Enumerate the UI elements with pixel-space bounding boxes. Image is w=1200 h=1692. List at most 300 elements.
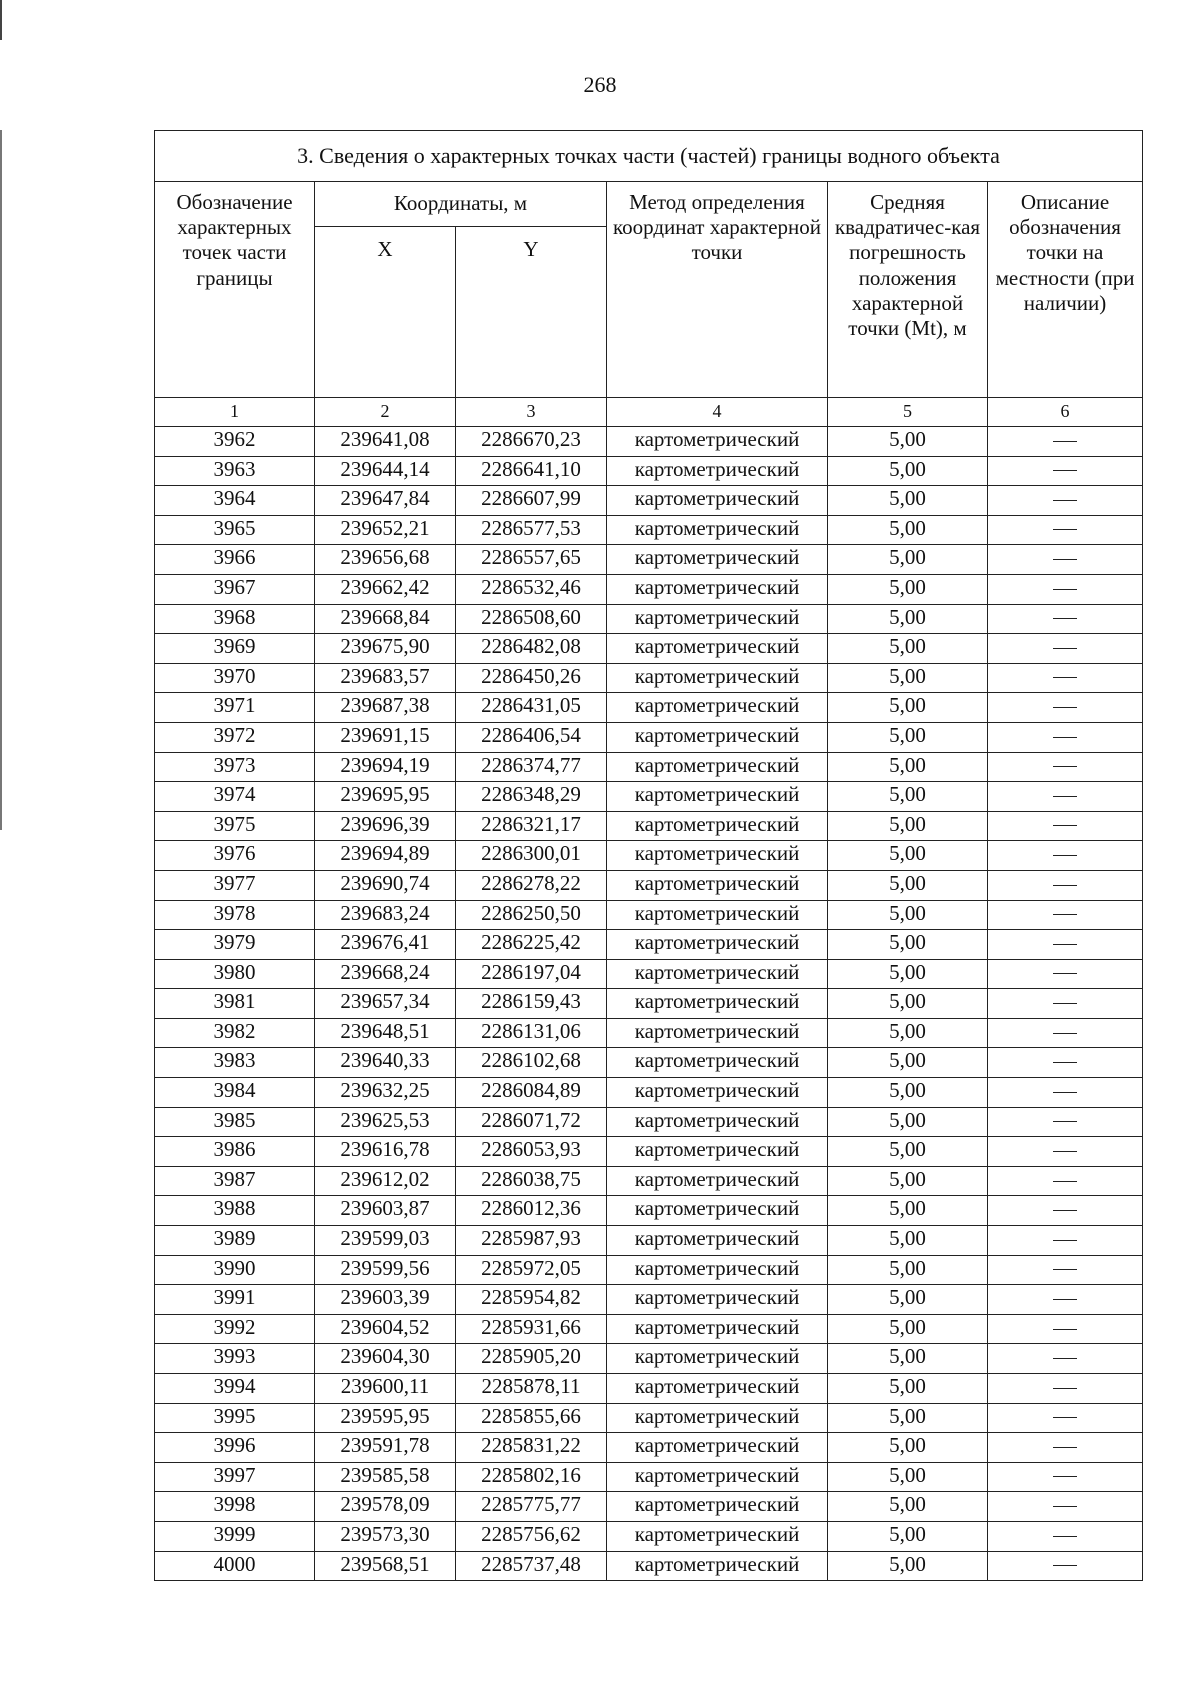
description-cell [988,604,1143,634]
table-row [155,1196,1143,1226]
method-cell: картометрический [607,900,828,930]
table-row [155,1403,1143,1433]
header-y: Y [456,227,607,398]
table-row [155,722,1143,752]
x-coordinate-cell: 239683,57 [315,663,456,693]
x-coordinate-cell: 239648,51 [315,1018,456,1048]
mt-error-cell: 5,00 [828,1166,988,1196]
description-cell [988,663,1143,693]
description-cell [988,1226,1143,1256]
method-cell: картометрический [607,1048,828,1078]
dash-mark [1053,737,1077,738]
y-coordinate-cell: 2286577,53 [456,515,607,545]
mt-error-cell: 5,00 [828,1196,988,1226]
dash-mark [1053,1536,1077,1537]
point-designation-cell: 3995 [155,1403,315,1433]
method-cell: картометрический [607,1492,828,1522]
description-cell [988,870,1143,900]
y-coordinate-cell: 2285855,66 [456,1403,607,1433]
x-coordinate-cell: 239683,24 [315,900,456,930]
x-coordinate-cell: 239632,25 [315,1078,456,1108]
point-designation-cell: 3966 [155,545,315,575]
dash-mark [1053,766,1077,767]
dash-mark [1053,1447,1077,1448]
method-cell: картометрический [607,1166,828,1196]
x-coordinate-cell: 239662,42 [315,574,456,604]
table-row [155,515,1143,545]
x-coordinate-cell: 239603,39 [315,1285,456,1315]
table-row [155,1107,1143,1137]
y-coordinate-cell: 2286053,93 [456,1137,607,1167]
mt-error-cell: 5,00 [828,1285,988,1315]
table-row [155,1492,1143,1522]
mt-error-cell: 5,00 [828,1403,988,1433]
mt-error-cell: 5,00 [828,693,988,723]
dash-mark [1053,1181,1077,1182]
table-row [155,545,1143,575]
method-cell: картометрический [607,782,828,812]
mt-error-cell: 5,00 [828,870,988,900]
mt-error-cell: 5,00 [828,1344,988,1374]
mt-error-cell: 5,00 [828,1551,988,1581]
x-coordinate-cell: 239647,84 [315,486,456,516]
method-cell: картометрический [607,722,828,752]
method-cell: картометрический [607,752,828,782]
table-row [155,1344,1143,1374]
dash-mark [1053,1062,1077,1063]
point-designation-cell: 3974 [155,782,315,812]
method-cell: картометрический [607,1433,828,1463]
dash-mark [1053,1240,1077,1241]
y-coordinate-cell: 2286482,08 [456,634,607,664]
method-cell: картометрический [607,1314,828,1344]
method-cell: картометрический [607,1137,828,1167]
mt-error-cell: 5,00 [828,1374,988,1404]
y-coordinate-cell: 2285756,62 [456,1521,607,1551]
x-coordinate-cell: 239585,58 [315,1462,456,1492]
dash-mark [1053,1476,1077,1477]
column-number: 3 [456,398,607,427]
mt-error-cell: 5,00 [828,1078,988,1108]
x-coordinate-cell: 239612,02 [315,1166,456,1196]
page-number: 268 [583,72,617,97]
method-cell: картометрический [607,1521,828,1551]
dash-mark [1053,677,1077,678]
method-cell: картометрический [607,545,828,575]
point-designation-cell: 3996 [155,1433,315,1463]
mt-error-cell: 5,00 [828,1018,988,1048]
method-cell: картометрический [607,663,828,693]
y-coordinate-cell: 2286250,50 [456,900,607,930]
table-row [155,634,1143,664]
mt-error-cell: 5,00 [828,604,988,634]
description-cell [988,427,1143,457]
description-cell [988,811,1143,841]
point-designation-cell: 3994 [155,1374,315,1404]
dash-mark [1053,559,1077,560]
table-row [155,1226,1143,1256]
method-cell: картометрический [607,1078,828,1108]
point-designation-cell: 3983 [155,1048,315,1078]
table-row [155,663,1143,693]
mt-error-cell: 5,00 [828,456,988,486]
dash-mark [1053,1003,1077,1004]
x-coordinate-cell: 239668,84 [315,604,456,634]
dash-mark [1053,825,1077,826]
y-coordinate-cell: 2285954,82 [456,1285,607,1315]
point-designation-cell: 3967 [155,574,315,604]
x-coordinate-cell: 239694,89 [315,841,456,871]
description-cell [988,693,1143,723]
column-number: 4 [607,398,828,427]
point-designation-cell: 3962 [155,427,315,457]
x-coordinate-cell: 239599,03 [315,1226,456,1256]
mt-error-cell: 5,00 [828,841,988,871]
y-coordinate-cell: 2285931,66 [456,1314,607,1344]
method-cell: картометрический [607,574,828,604]
header-description: Описание обозначения точки на местности (при наличии) [988,182,1143,398]
x-coordinate-cell: 239690,74 [315,870,456,900]
point-designation-cell: 3984 [155,1078,315,1108]
dash-mark [1053,1092,1077,1093]
header-point-designation: Обозначение характерных точек части границы [155,182,315,398]
table-row [155,1255,1143,1285]
point-designation-cell: 3964 [155,486,315,516]
table-row [155,1521,1143,1551]
method-cell: картометрический [607,870,828,900]
x-coordinate-cell: 239568,51 [315,1551,456,1581]
description-cell [988,1492,1143,1522]
method-cell: картометрический [607,959,828,989]
point-designation-cell: 3968 [155,604,315,634]
method-cell: картометрический [607,1226,828,1256]
dash-mark [1053,1358,1077,1359]
x-coordinate-cell: 239578,09 [315,1492,456,1522]
y-coordinate-cell: 2286278,22 [456,870,607,900]
dash-mark [1053,1121,1077,1122]
description-cell [988,545,1143,575]
point-designation-cell: 3969 [155,634,315,664]
description-cell [988,1433,1143,1463]
scan-edge-mark [0,130,2,830]
method-cell: картометрический [607,1018,828,1048]
dash-mark [1053,1417,1077,1418]
dash-mark [1053,1388,1077,1389]
x-coordinate-cell: 239687,38 [315,693,456,723]
y-coordinate-cell: 2286431,05 [456,693,607,723]
dash-mark [1053,618,1077,619]
column-number: 6 [988,398,1143,427]
y-coordinate-cell: 2285878,11 [456,1374,607,1404]
mt-error-cell: 5,00 [828,427,988,457]
dash-mark [1053,914,1077,915]
description-cell [988,930,1143,960]
mt-error-cell: 5,00 [828,1226,988,1256]
x-coordinate-cell: 239694,19 [315,752,456,782]
y-coordinate-cell: 2286102,68 [456,1048,607,1078]
mt-error-cell: 5,00 [828,722,988,752]
description-cell [988,1137,1143,1167]
y-coordinate-cell: 2286159,43 [456,989,607,1019]
table-row [155,1433,1143,1463]
x-coordinate-cell: 239625,53 [315,1107,456,1137]
dash-mark [1053,529,1077,530]
x-coordinate-cell: 239604,52 [315,1314,456,1344]
table-row [155,693,1143,723]
header-x: X [315,227,456,398]
method-cell: картометрический [607,456,828,486]
x-coordinate-cell: 239656,68 [315,545,456,575]
mt-error-cell: 5,00 [828,782,988,812]
dash-mark [1053,885,1077,886]
y-coordinate-cell: 2286670,23 [456,427,607,457]
point-designation-cell: 3963 [155,456,315,486]
mt-error-cell: 5,00 [828,1255,988,1285]
point-designation-cell: 3975 [155,811,315,841]
point-designation-cell: 3992 [155,1314,315,1344]
header-method: Метод определения координат характерной точки [607,182,828,398]
description-cell [988,634,1143,664]
table-row [155,427,1143,457]
x-coordinate-cell: 239652,21 [315,515,456,545]
table-row [155,900,1143,930]
mt-error-cell: 5,00 [828,989,988,1019]
point-designation-cell: 3970 [155,663,315,693]
table-row [155,486,1143,516]
point-designation-cell: 3976 [155,841,315,871]
description-cell [988,1255,1143,1285]
mt-error-cell: 5,00 [828,930,988,960]
y-coordinate-cell: 2286532,46 [456,574,607,604]
method-cell: картометрический [607,427,828,457]
dash-mark [1053,1565,1077,1566]
column-number: 1 [155,398,315,427]
method-cell: картометрический [607,1462,828,1492]
x-coordinate-cell: 239600,11 [315,1374,456,1404]
y-coordinate-cell: 2286374,77 [456,752,607,782]
description-cell [988,1107,1143,1137]
description-cell [988,1551,1143,1581]
description-cell [988,1344,1143,1374]
point-designation-cell: 3965 [155,515,315,545]
dash-mark [1053,855,1077,856]
table-row [155,1462,1143,1492]
table-row [155,1018,1143,1048]
point-designation-cell: 3997 [155,1462,315,1492]
mt-error-cell: 5,00 [828,515,988,545]
description-cell [988,1285,1143,1315]
point-designation-cell: 3978 [155,900,315,930]
y-coordinate-cell: 2286197,04 [456,959,607,989]
mt-error-cell: 5,00 [828,486,988,516]
dash-mark [1053,441,1077,442]
dash-mark [1053,648,1077,649]
mt-error-cell: 5,00 [828,574,988,604]
x-coordinate-cell: 239591,78 [315,1433,456,1463]
method-cell: картометрический [607,693,828,723]
table-row [155,870,1143,900]
scan-edge-mark [0,0,2,40]
table-row [155,1078,1143,1108]
table-row [155,752,1143,782]
x-coordinate-cell: 239644,14 [315,456,456,486]
y-coordinate-cell: 2286348,29 [456,782,607,812]
description-cell [988,989,1143,1019]
y-coordinate-cell: 2286557,65 [456,545,607,575]
method-cell: картометрический [607,1551,828,1581]
method-cell: картометрический [607,1107,828,1137]
point-designation-cell: 3988 [155,1196,315,1226]
column-number-row [155,398,1143,427]
description-cell [988,1166,1143,1196]
point-designation-cell: 3982 [155,1018,315,1048]
y-coordinate-cell: 2286038,75 [456,1166,607,1196]
method-cell: картометрический [607,930,828,960]
column-number: 2 [315,398,456,427]
y-coordinate-cell: 2285987,93 [456,1226,607,1256]
point-designation-cell: 3985 [155,1107,315,1137]
mt-error-cell: 5,00 [828,752,988,782]
y-coordinate-cell: 2285802,16 [456,1462,607,1492]
table-row [155,1551,1143,1581]
table-row [155,811,1143,841]
x-coordinate-cell: 239695,95 [315,782,456,812]
table-row [155,574,1143,604]
point-designation-cell: 3977 [155,870,315,900]
point-designation-cell: 3986 [155,1137,315,1167]
description-cell [988,1374,1143,1404]
table-row [155,1137,1143,1167]
dash-mark [1053,1033,1077,1034]
description-cell [988,1521,1143,1551]
y-coordinate-cell: 2286450,26 [456,663,607,693]
point-designation-cell: 3981 [155,989,315,1019]
dash-mark [1053,944,1077,945]
point-designation-cell: 3972 [155,722,315,752]
point-designation-cell: 3998 [155,1492,315,1522]
mt-error-cell: 5,00 [828,545,988,575]
point-designation-cell: 4000 [155,1551,315,1581]
method-cell: картометрический [607,634,828,664]
y-coordinate-cell: 2286084,89 [456,1078,607,1108]
x-coordinate-cell: 239616,78 [315,1137,456,1167]
point-designation-cell: 3999 [155,1521,315,1551]
dash-mark [1053,796,1077,797]
dash-mark [1053,973,1077,974]
header-coordinates: Координаты, м [315,182,607,227]
mt-error-cell: 5,00 [828,1314,988,1344]
mt-error-cell: 5,00 [828,1137,988,1167]
description-cell [988,782,1143,812]
table-row [155,1314,1143,1344]
mt-error-cell: 5,00 [828,811,988,841]
description-cell [988,1403,1143,1433]
y-coordinate-cell: 2285972,05 [456,1255,607,1285]
dash-mark [1053,1506,1077,1507]
dash-mark [1053,500,1077,501]
point-designation-cell: 3991 [155,1285,315,1315]
x-coordinate-cell: 239595,95 [315,1403,456,1433]
x-coordinate-cell: 239675,90 [315,634,456,664]
table-body [155,427,1143,1581]
description-cell [988,959,1143,989]
dash-mark [1053,1151,1077,1152]
x-coordinate-cell: 239668,24 [315,959,456,989]
y-coordinate-cell: 2285737,48 [456,1551,607,1581]
y-coordinate-cell: 2286300,01 [456,841,607,871]
y-coordinate-cell: 2286225,42 [456,930,607,960]
description-cell [988,1462,1143,1492]
y-coordinate-cell: 2286508,60 [456,604,607,634]
point-designation-cell: 3989 [155,1226,315,1256]
dash-mark [1053,589,1077,590]
table-row [155,959,1143,989]
table-row [155,1166,1143,1196]
y-coordinate-cell: 2286321,17 [456,811,607,841]
point-designation-cell: 3979 [155,930,315,960]
dash-mark [1053,1299,1077,1300]
header-mt-error: Средняя квадратичес-кая погрешность положения характерной точки (Mt), м [828,182,988,398]
dash-mark [1053,1269,1077,1270]
y-coordinate-cell: 2285905,20 [456,1344,607,1374]
description-cell [988,1018,1143,1048]
description-cell [988,1314,1143,1344]
method-cell: картометрический [607,1285,828,1315]
y-coordinate-cell: 2285775,77 [456,1492,607,1522]
mt-error-cell: 5,00 [828,1462,988,1492]
dash-mark [1053,707,1077,708]
x-coordinate-cell: 239641,08 [315,427,456,457]
method-cell: картометрический [607,1374,828,1404]
boundary-points-table [154,130,1143,1581]
method-cell: картометрический [607,1403,828,1433]
y-coordinate-cell: 2286012,36 [456,1196,607,1226]
description-cell [988,722,1143,752]
y-coordinate-cell: 2286641,10 [456,456,607,486]
description-cell [988,486,1143,516]
description-cell [988,1048,1143,1078]
x-coordinate-cell: 239603,87 [315,1196,456,1226]
x-coordinate-cell: 239657,34 [315,989,456,1019]
point-designation-cell: 3987 [155,1166,315,1196]
mt-error-cell: 5,00 [828,1492,988,1522]
method-cell: картометрический [607,811,828,841]
y-coordinate-cell: 2285831,22 [456,1433,607,1463]
mt-error-cell: 5,00 [828,1107,988,1137]
table-row [155,1285,1143,1315]
dash-mark [1053,470,1077,471]
x-coordinate-cell: 239676,41 [315,930,456,960]
point-designation-cell: 3973 [155,752,315,782]
method-cell: картометрический [607,486,828,516]
mt-error-cell: 5,00 [828,900,988,930]
table-title: 3. Сведения о характерных точках части (частей) границы водного объекта [155,131,1143,182]
table-row [155,456,1143,486]
point-designation-cell: 3980 [155,959,315,989]
method-cell: картометрический [607,515,828,545]
mt-error-cell: 5,00 [828,1048,988,1078]
method-cell: картометрический [607,841,828,871]
mt-error-cell: 5,00 [828,1433,988,1463]
description-cell [988,574,1143,604]
x-coordinate-cell: 239691,15 [315,722,456,752]
method-cell: картометрический [607,989,828,1019]
table-row [155,604,1143,634]
table-row [155,841,1143,871]
x-coordinate-cell: 239604,30 [315,1344,456,1374]
method-cell: картометрический [607,604,828,634]
x-coordinate-cell: 239599,56 [315,1255,456,1285]
